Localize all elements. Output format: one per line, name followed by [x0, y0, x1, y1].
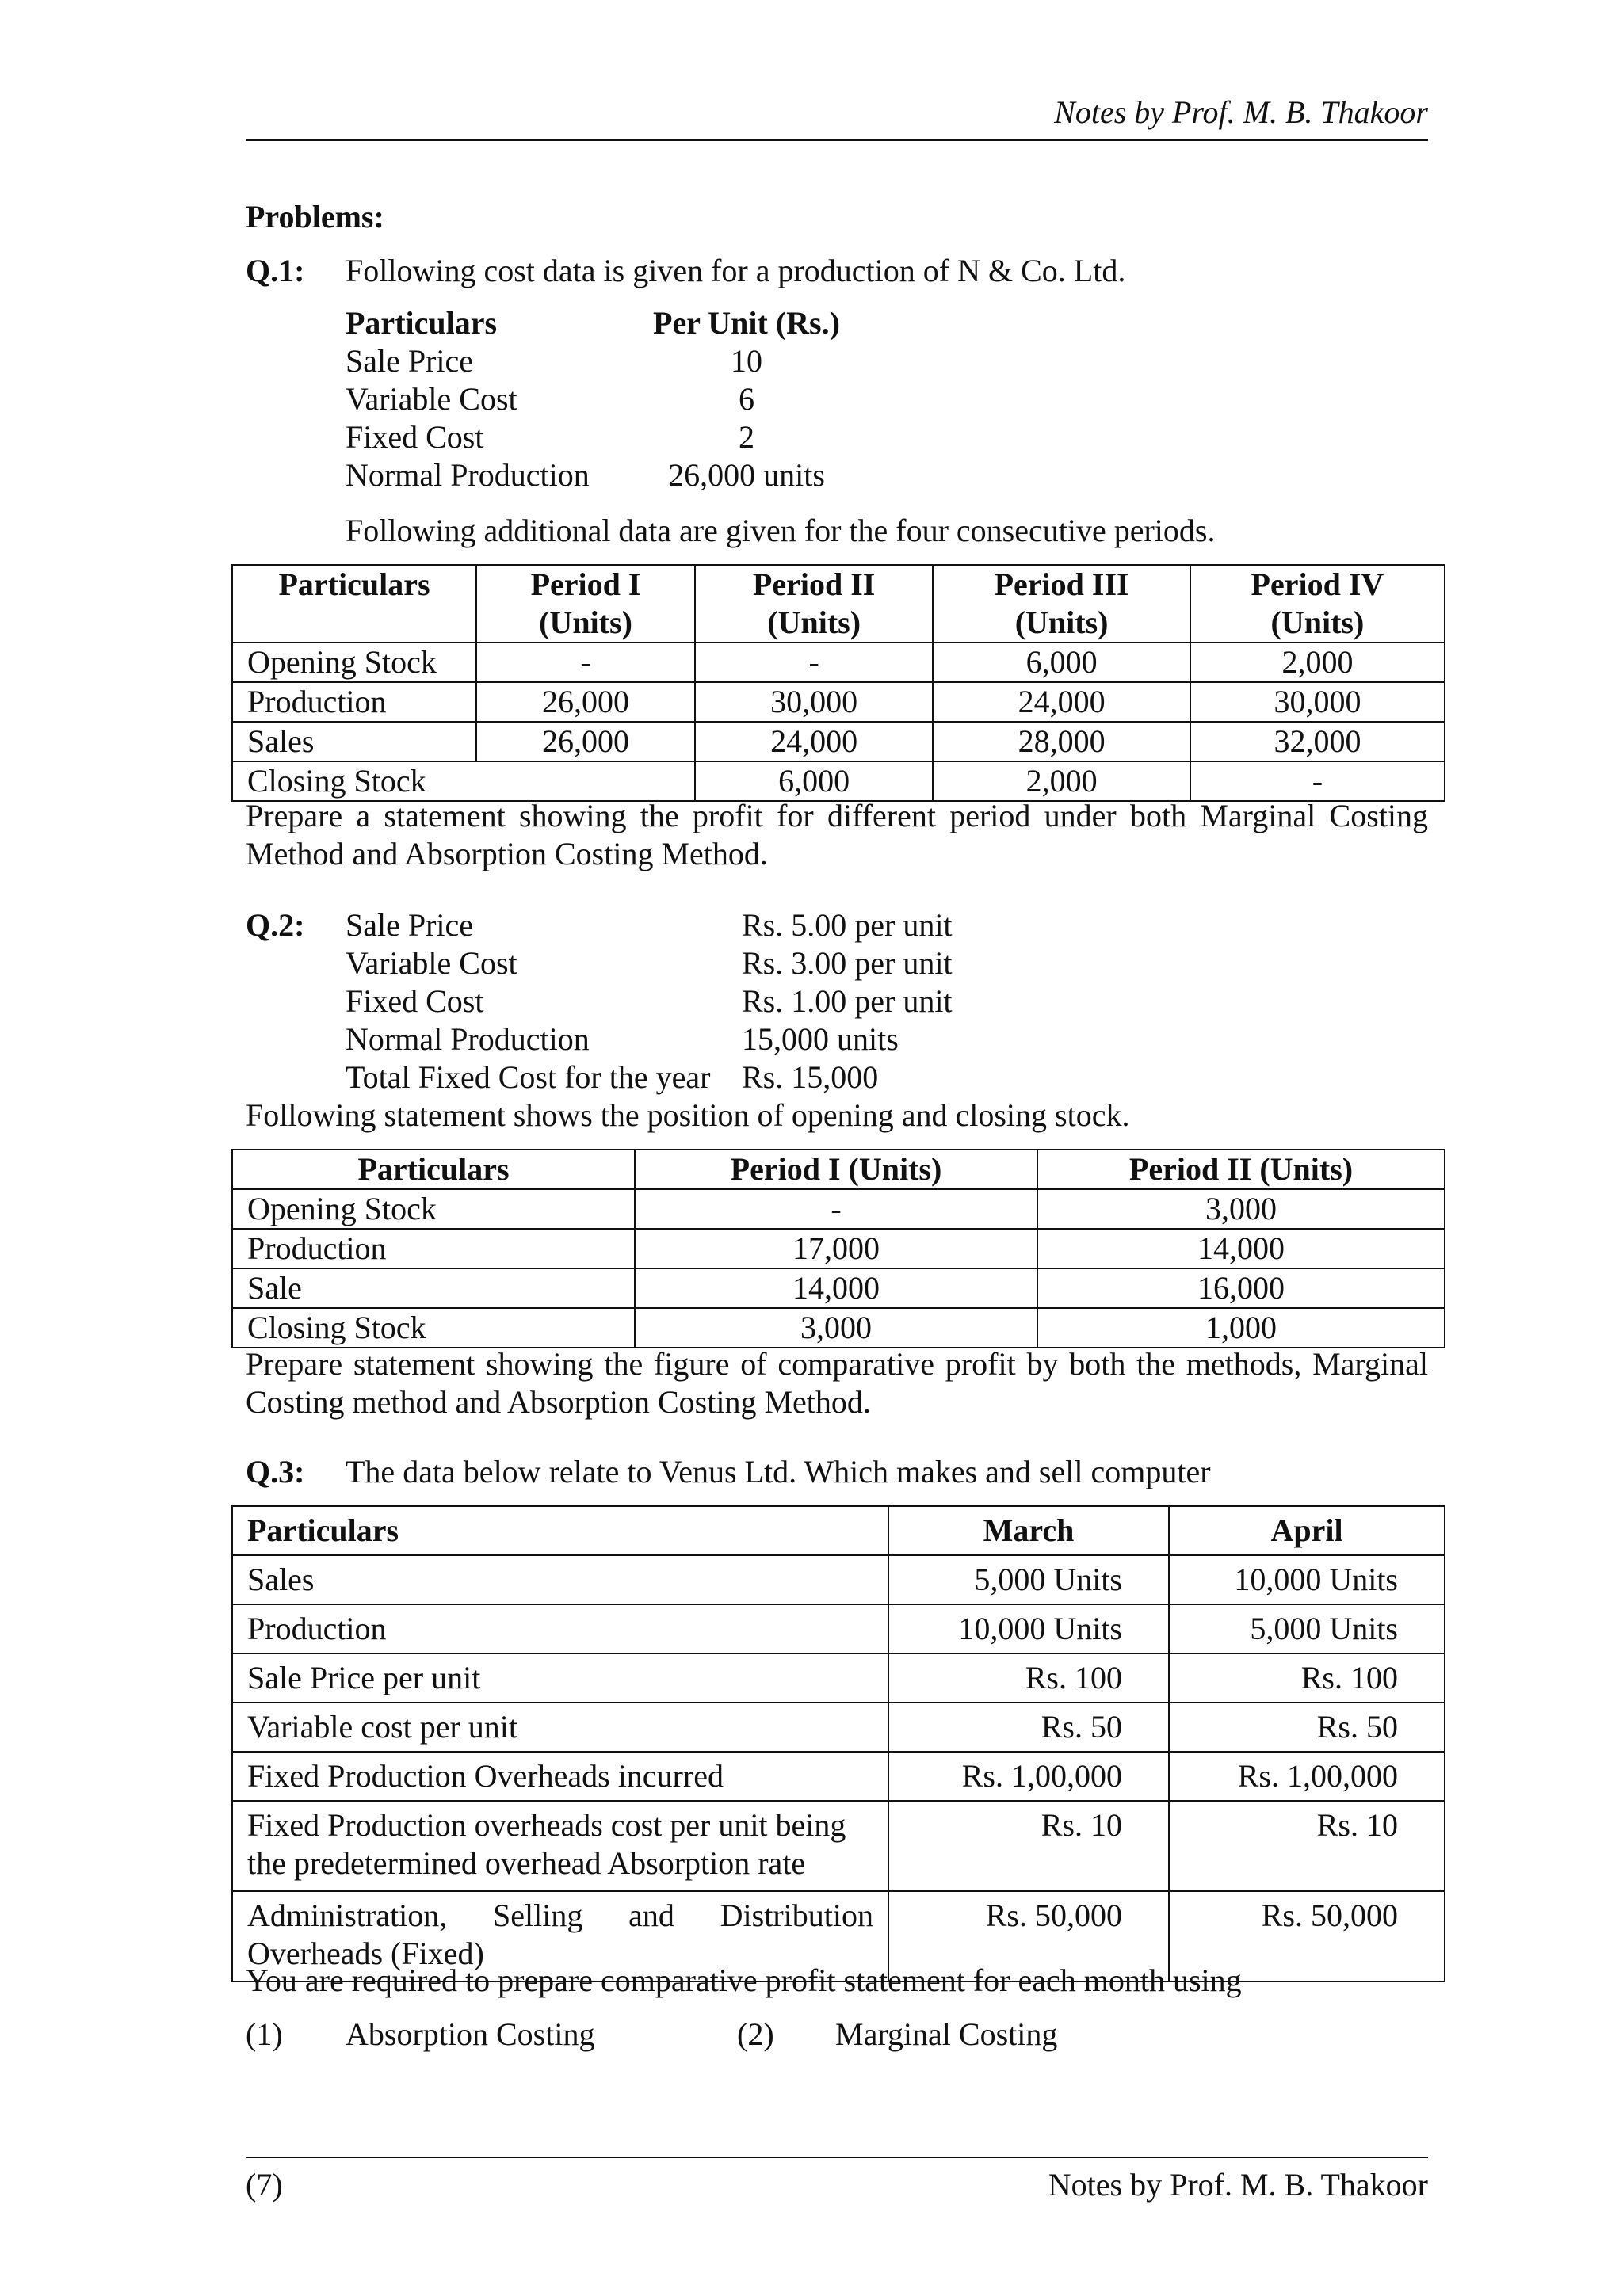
table-cell: Rs. 1,00,000	[888, 1752, 1169, 1801]
table-cell: Opening Stock	[232, 1189, 635, 1229]
table-cell: -	[635, 1189, 1037, 1229]
option-label: Marginal Costing	[835, 2016, 1058, 2052]
problems-heading: Problems:	[246, 199, 384, 235]
table-row	[232, 1801, 1445, 1891]
q3-required: You are required to prepare comparative profit statement for each month using	[246, 1962, 1242, 1998]
q1-unit-label: Fixed Cost	[346, 419, 484, 455]
table-cell: 16,000	[1037, 1268, 1445, 1308]
table-cell: Fixed Production Overheads incurred	[232, 1752, 888, 1801]
th-particulars: Particulars	[232, 565, 476, 643]
table-cell: 2,000	[1190, 643, 1445, 682]
table-cell: Rs. 1,00,000	[1169, 1752, 1445, 1801]
table-cell: Closing Stock	[232, 1308, 635, 1348]
q3-table	[231, 1505, 1445, 1982]
table-cell: 26,000	[476, 722, 695, 761]
table-cell: Rs. 50,000	[1169, 1891, 1445, 1981]
table-cell: Sale	[232, 1268, 635, 1308]
table-cell: -	[695, 643, 933, 682]
table-header-row	[232, 1506, 1445, 1555]
table-cell: Rs. 10	[1169, 1801, 1445, 1891]
table-cell: Fixed Production overheads cost per unit being the predetermined overhead Absorption rate	[232, 1801, 888, 1891]
q2-item	[346, 1058, 1059, 1097]
table-cell: 30,000	[695, 682, 933, 722]
table-cell: 10,000 Units	[1169, 1555, 1445, 1604]
q1-additional: Following additional data are given for the four consecutive periods.	[346, 513, 1216, 548]
q1-unit-head-particulars: Particulars	[346, 305, 498, 341]
table-row	[232, 1604, 1445, 1653]
q3-text: The data below relate to Venus Ltd. Which makes and sell computer	[346, 1454, 1211, 1489]
table-cell: 6,000	[933, 643, 1190, 682]
table-cell: 30,000	[1190, 682, 1445, 722]
q1-unit-value: 26,000 units	[668, 457, 825, 493]
table-cell: 6,000	[695, 761, 933, 801]
table-header-row	[232, 1150, 1445, 1189]
q2-prepare: Prepare statement showing the figure of comparative profit by both the methods, Marginal Costing method and Absorption Costing Method.	[246, 1346, 1428, 1420]
page-footer: Notes by Prof. M. B. Thakoor	[1048, 2167, 1428, 2203]
table-cell: 10,000 Units	[888, 1604, 1169, 1653]
th-period-1: Period I (Units)	[635, 1150, 1037, 1189]
q2-item-label: Sale Price	[346, 907, 474, 943]
table-row	[232, 1752, 1445, 1801]
table-cell: 24,000	[695, 722, 933, 761]
header-rule	[246, 139, 1428, 141]
table-row	[232, 1653, 1445, 1703]
table-row	[232, 722, 1445, 761]
table-cell: -	[476, 643, 695, 682]
q1-period-table	[231, 564, 1445, 802]
q2-table	[231, 1149, 1445, 1348]
q1-text: Following cost data is given for a production of N & Co. Ltd.	[346, 253, 1126, 288]
table-cell: 5,000 Units	[1169, 1604, 1445, 1653]
option-number: (1)	[246, 2016, 283, 2052]
q1-unit-row	[346, 418, 900, 456]
table-cell: 26,000	[476, 682, 695, 722]
th-period-3: Period III (Units)	[933, 565, 1190, 643]
q1-unit-head-perunit: Per Unit (Rs.)	[653, 305, 840, 341]
table-row	[232, 1555, 1445, 1604]
q1-unit-table	[346, 304, 900, 494]
table-cell: Rs. 50,000	[888, 1891, 1169, 1981]
table-cell: 28,000	[933, 722, 1190, 761]
table-cell: Variable cost per unit	[232, 1703, 888, 1752]
q2-item-label: Fixed Cost	[346, 983, 484, 1019]
table-cell: Rs. 100	[888, 1653, 1169, 1703]
table-row	[232, 1229, 1445, 1268]
table-cell: 3,000	[1037, 1189, 1445, 1229]
q1-number: Q.1:	[246, 253, 305, 288]
footer-rule	[246, 2157, 1428, 2158]
q3-number: Q.3:	[246, 1454, 305, 1489]
table-header-row	[232, 565, 1445, 643]
th-period-2: Period II (Units)	[1037, 1150, 1445, 1189]
table-cell: 1,000	[1037, 1308, 1445, 1348]
table-row	[232, 643, 1445, 682]
page-header: Notes by Prof. M. B. Thakoor	[1054, 94, 1428, 130]
th-march: March	[888, 1506, 1169, 1555]
q1-unit-row	[346, 456, 900, 494]
q1-unit-value: 2	[739, 419, 754, 455]
q2-item-label: Total Fixed Cost for the year	[346, 1059, 711, 1095]
table-cell: 2,000	[933, 761, 1190, 801]
option-number: (2)	[737, 2016, 774, 2052]
q1-unit-value: 6	[739, 381, 754, 417]
table-cell: Rs. 50	[1169, 1703, 1445, 1752]
q2-item	[346, 982, 1059, 1020]
q2-items	[346, 906, 1059, 1097]
table-cell: Sales	[232, 722, 476, 761]
th-april: April	[1169, 1506, 1445, 1555]
table-cell: 32,000	[1190, 722, 1445, 761]
page-number: (7)	[246, 2167, 283, 2203]
table-cell: Administration, Selling and Distribution Overheads (Fixed)	[232, 1891, 888, 1981]
q2-item	[346, 944, 1059, 982]
table-cell: 17,000	[635, 1229, 1037, 1268]
table-cell: 14,000	[635, 1268, 1037, 1308]
q1-prepare: Prepare a statement showing the profit for different period under both Marginal Costing Method and Absorption Costing Method.	[246, 798, 1428, 871]
q2-item-value: Rs. 15,000	[742, 1059, 879, 1095]
q1-unit-row	[346, 342, 900, 380]
q2-item-value: Rs. 1.00 per unit	[742, 983, 953, 1019]
table-cell: 24,000	[933, 682, 1190, 722]
table-cell: 3,000	[635, 1308, 1037, 1348]
table-row	[232, 682, 1445, 722]
table-cell: Production	[232, 682, 476, 722]
table-cell: Sale Price per unit	[232, 1653, 888, 1703]
q1-unit-label: Normal Production	[346, 457, 590, 493]
q2-number: Q.2:	[246, 907, 305, 943]
q2-item	[346, 1020, 1059, 1058]
table-cell: Closing Stock	[232, 761, 695, 801]
table-cell: Rs. 100	[1169, 1653, 1445, 1703]
q1-unit-row	[346, 380, 900, 418]
table-row	[232, 1703, 1445, 1752]
table-cell: -	[1190, 761, 1445, 801]
table-row	[232, 1268, 1445, 1308]
table-row	[232, 1308, 1445, 1348]
q2-item	[346, 906, 1059, 944]
q1-unit-label: Sale Price	[346, 343, 474, 379]
th-particulars: Particulars	[232, 1150, 635, 1189]
q2-item-label: Normal Production	[346, 1021, 590, 1057]
q1-unit-value: 10	[731, 343, 762, 379]
table-cell: Rs. 50	[888, 1703, 1169, 1752]
table-cell: Production	[232, 1229, 635, 1268]
th-particulars: Particulars	[232, 1506, 888, 1555]
th-period-1: Period I (Units)	[476, 565, 695, 643]
option-label: Absorption Costing	[346, 2016, 595, 2052]
q2-following: Following statement shows the position of opening and closing stock.	[246, 1097, 1130, 1133]
q1-unit-label: Variable Cost	[346, 381, 517, 417]
table-cell: Sales	[232, 1555, 888, 1604]
table-cell: Opening Stock	[232, 643, 476, 682]
q2-item-value: 15,000 units	[742, 1021, 899, 1057]
q2-item-value: Rs. 5.00 per unit	[742, 907, 953, 943]
th-period-4: Period IV (Units)	[1190, 565, 1445, 643]
table-cell: 14,000	[1037, 1229, 1445, 1268]
table-row	[232, 1189, 1445, 1229]
q2-item-label: Variable Cost	[346, 945, 517, 981]
table-cell: Production	[232, 1604, 888, 1653]
table-row	[232, 761, 1445, 801]
q2-item-value: Rs. 3.00 per unit	[742, 945, 953, 981]
table-cell: Rs. 10	[888, 1801, 1169, 1891]
table-cell: 5,000 Units	[888, 1555, 1169, 1604]
th-period-2: Period II (Units)	[695, 565, 933, 643]
